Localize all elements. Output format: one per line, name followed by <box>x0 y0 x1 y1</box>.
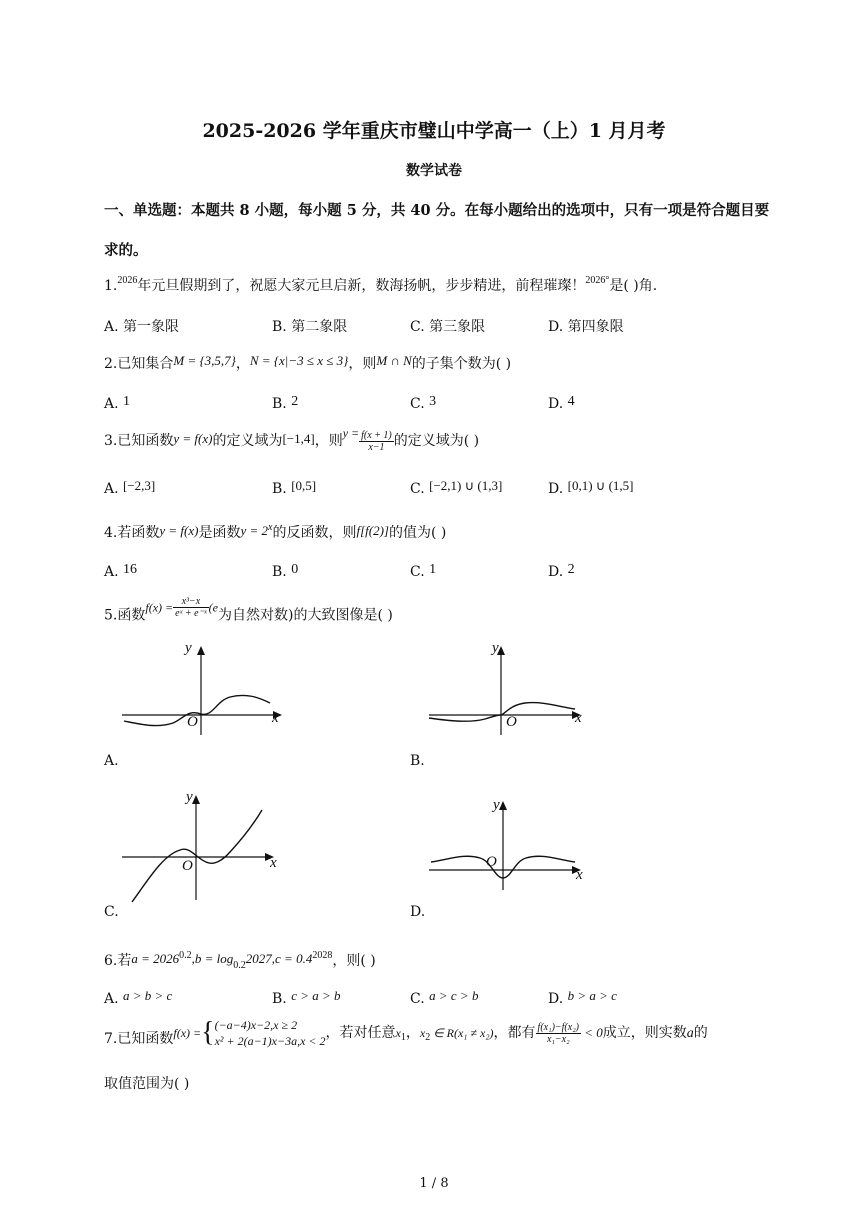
graph-d-y-label: y <box>493 797 500 813</box>
q4-option-d: D. 2 <box>548 562 575 580</box>
graph-d-origin: O <box>486 854 497 870</box>
q5-option-c: C. <box>104 904 119 920</box>
q3-fraction: $\frac{f(x + 1)}{x-1}$ <box>361 429 392 453</box>
q1-angle: 2026° <box>585 275 610 286</box>
q6-option-b: B. c > a > b <box>272 988 341 1007</box>
q4-option-c: C. 1 <box>410 562 437 580</box>
q6-option-c: C. a > c > b <box>410 988 479 1007</box>
graph-a-x-label: x <box>272 710 279 726</box>
q3-option-b: B. [0,5] <box>272 478 317 497</box>
graph-a-origin: O <box>187 714 198 730</box>
q2-intersection: M ∩ N <box>376 353 412 368</box>
q7-line2: 取值范围为( ) <box>104 1076 190 1092</box>
q1-option-d: D. 第四象限 <box>548 319 624 335</box>
graph-b-x-label: x <box>575 710 582 726</box>
q7-brace: { <box>201 1017 215 1048</box>
graph-c-y-label: y <box>186 789 193 805</box>
q6-option-a: A. a > b > c <box>104 988 173 1007</box>
q2-option-d: D. 4 <box>548 394 575 412</box>
question-5: 5.函数f(x) = $\frac{\text{x³−x}}{\text{eˣ + e⁻ˣ}}$ (e为自然对数)的大致图像是( ) <box>104 596 393 624</box>
q4-composition: f[f(2)] <box>356 523 389 538</box>
q2-pre: 2.已知集合 <box>104 356 174 372</box>
q2-mid: ，则 <box>348 356 377 372</box>
q1-option-b: B. 第二象限 <box>272 319 348 335</box>
q1-text: 年元旦假期到了，祝愿大家元旦启新，数海扬帆，步步精进，前程璀璨！ <box>137 278 586 294</box>
page-title: 2025-2026 学年重庆市璧山中学高一（上）1 月月考 <box>202 120 666 142</box>
question-2 <box>104 353 511 373</box>
q1-option-c: C. 第三象限 <box>410 319 486 335</box>
graph-a-y-label: y <box>185 640 192 656</box>
graph-b-origin: O <box>506 714 517 730</box>
q1-tail: 是( )角. <box>609 278 658 294</box>
q3-option-d: D. [0,1) ∪ (1,5] <box>548 478 634 497</box>
q1-option-a: A. 第一象限 <box>104 319 180 335</box>
q3-option-c: C. [−2,1) ∪ (1,3] <box>410 478 503 497</box>
q5-option-d: D. <box>410 904 426 920</box>
q3-option-a: A. [−2,3] <box>104 478 156 497</box>
section-heading-line1: 一、单选题：本题共 8 小题，每小题 5 分，共 40 分。在每小题给出的选项中，只有一项是符合题目要 <box>104 202 770 219</box>
page-subtitle: 数学试卷 <box>406 163 462 179</box>
section-heading-line2: 求的。 <box>104 242 148 259</box>
q6-option-d: D. b > a > c <box>548 988 617 1007</box>
q4-option-b: B. 0 <box>272 562 299 580</box>
question-7: 7.已知函数f(x) ={ (−a−4)x−2,x ≥ 2 x² + 2(a−1)x−3a,x < 2 ，若对任意$x_1$，$x_2$ ∈ R(x₁ ≠ x₂)，都有 $\frac{\text{f(x₁)−f(x₂)}}{\text{x₁−x₂}}$ < 0成立，则实数a的 <box>104 1017 708 1048</box>
graph-b-y-label: y <box>492 640 499 656</box>
q3-domain: [−1,4] <box>282 431 315 446</box>
q2-set-m: M = {3,5,7} <box>173 353 236 368</box>
question-6: 6.若$a = 2026^{0.2},b = \log_{0.2}2027,c = 0.4^{2028}$，则( ) <box>104 950 376 971</box>
question-1 <box>104 275 657 295</box>
q2-option-a: A. 1 <box>104 394 131 412</box>
graph-c-origin: O <box>182 858 193 874</box>
graph-d-x-label: x <box>576 867 583 883</box>
q2-set-n: N = {x|−3 ≤ x ≤ 3} <box>249 353 349 368</box>
question-3: 3.已知函数y = f(x)的定义域为[−1,4]，则y = $\frac{f(x + 1)}{x-1}$ 的定义域为( ) <box>104 426 480 453</box>
q7-piecewise: (−a−4)x−2,x ≥ 2 x² + 2(a−1)x−3a,x < 2 <box>214 1018 326 1048</box>
question-4: 4.若函数y = f(x)是函数$y = 2^x$的反函数，则f[f(2)]的值为( ) <box>104 522 447 541</box>
q2-option-c: C. 3 <box>410 394 437 412</box>
page-number: 1 / 8 <box>419 1176 449 1191</box>
q4-option-a: A. 16 <box>104 562 138 580</box>
q5-fraction: $\frac{\text{x³−x}}{\text{eˣ + e⁻ˣ}}$ <box>175 596 207 619</box>
graph-d <box>425 798 595 893</box>
q1-year: 2026 <box>117 275 138 286</box>
q1-number: 1. <box>104 278 118 294</box>
q3-function: y = f(x) <box>173 431 213 446</box>
graph-c <box>118 790 288 910</box>
q5-option-b: B. <box>410 753 425 769</box>
graph-a <box>118 643 288 738</box>
q5-option-a: A. <box>104 753 119 769</box>
q2-post: 的子集个数为( ) <box>411 356 512 372</box>
q2-sep: ， <box>235 356 250 372</box>
graph-c-x-label: x <box>270 855 277 871</box>
q2-option-b: B. 2 <box>272 394 299 412</box>
q7-fraction: $\frac{\text{f(x₁)−f(x₂)}}{\text{x₁−x₂}}$ <box>537 1021 580 1045</box>
